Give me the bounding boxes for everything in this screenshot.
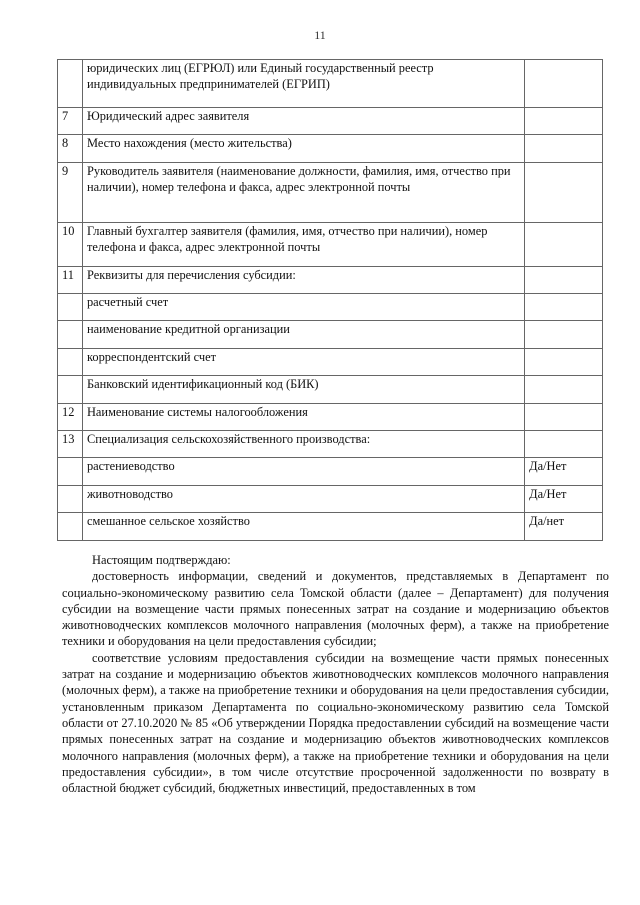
row-number: 8	[58, 135, 83, 163]
row-value	[525, 349, 603, 376]
row-number: 11	[58, 267, 83, 294]
row-value: Да/Нет	[525, 486, 603, 513]
row-value	[525, 60, 603, 108]
table-row	[58, 431, 603, 458]
table-row	[58, 321, 603, 349]
row-value: Да/нет	[525, 513, 603, 541]
paragraph: соответствие условиям предоставления субсидии на возмещение части прямых понесенных затрат на создание и модернизацию объектов животноводческих комплексов молочного направления (молочных ферм), а также на приобретение техники и оборудования на цели предоставления субсидии, установленным приказом Департамента по социально-экономическому развитию села Томской области от 27.10.2020 № 85 «Об утверждении Порядка предоставлении субсидий на возмещение части прямых понесенных затрат на создание и модернизацию объектов животноводческих комплексов молочного направления (молочных ферм), а также на приобретение техники и оборудования на цели предоставления субсидии», в том числе отсутствие просроченной задолженности по возврату в областной бюджет субсидий, бюджетных инвестиций, предоставленных в том	[62, 650, 609, 796]
table-body	[58, 60, 603, 541]
row-label: Специализация сельскохозяйственного производства:	[82, 431, 524, 458]
table-row	[58, 349, 603, 376]
row-label: Главный бухгалтер заявителя (фамилия, имя, отчество при наличии), номер телефона и факса, адрес электронной почты	[82, 223, 524, 267]
row-label: Место нахождения (место жительства)	[82, 135, 524, 163]
row-value	[525, 108, 603, 135]
table-row	[58, 108, 603, 135]
row-number	[58, 513, 83, 541]
page-number: 11	[314, 28, 326, 42]
row-number	[58, 486, 83, 513]
row-label: юридических лиц (ЕГРЮЛ) или Единый государственный реестр индивидуальных предпринимателей (ЕГРИП)	[82, 60, 524, 108]
table-row	[58, 60, 603, 108]
table-row	[58, 267, 603, 294]
table-row	[58, 404, 603, 431]
table-row	[58, 486, 603, 513]
table-row	[58, 458, 603, 486]
confirmation-text	[62, 552, 609, 796]
row-number	[58, 321, 83, 349]
row-label: Руководитель заявителя (наименование должности, фамилия, имя, отчество при наличии), номер телефона и факса, адрес электронной почты	[82, 163, 524, 223]
row-number: 12	[58, 404, 83, 431]
row-value	[525, 135, 603, 163]
row-number	[58, 458, 83, 486]
row-number	[58, 60, 83, 108]
row-label: корреспондентский счет	[82, 349, 524, 376]
row-number: 13	[58, 431, 83, 458]
row-label: Наименование системы налогообложения	[82, 404, 524, 431]
paragraph: достоверность информации, сведений и документов, представляемых в Департамент по социально-экономическому развитию села Томской области (далее – Департамент) для получения субсидии на возмещение части прямых понесенных затрат на создание и модернизацию объектов животноводческих комплексов молочного направления (молочных ферм), а также на приобретение техники и оборудования на цели предоставления субсидии;	[62, 569, 609, 649]
row-label: смешанное сельское хозяйство	[82, 513, 524, 541]
row-label: растениеводство	[82, 458, 524, 486]
row-value	[525, 163, 603, 223]
table-row	[58, 376, 603, 404]
row-number	[58, 376, 83, 404]
row-label: Реквизиты для перечисления субсидии:	[82, 267, 524, 294]
row-number	[58, 294, 83, 321]
row-label: Юридический адрес заявителя	[82, 108, 524, 135]
row-number: 10	[58, 223, 83, 267]
row-label: расчетный счет	[82, 294, 524, 321]
row-number	[58, 349, 83, 376]
table-row	[58, 223, 603, 267]
row-value	[525, 294, 603, 321]
row-number: 9	[58, 163, 83, 223]
row-value	[525, 223, 603, 267]
applicant-info-table	[57, 59, 603, 541]
row-label: животноводство	[82, 486, 524, 513]
table-row	[58, 163, 603, 223]
row-value	[525, 404, 603, 431]
table-row	[58, 294, 603, 321]
row-number: 7	[58, 108, 83, 135]
row-value	[525, 267, 603, 294]
paragraph: Настоящим подтверждаю:	[92, 553, 231, 567]
row-value	[525, 431, 603, 458]
row-value	[525, 376, 603, 404]
row-value: Да/Нет	[525, 458, 603, 486]
row-label: наименование кредитной организации	[82, 321, 524, 349]
row-label: Банковский идентификационный код (БИК)	[82, 376, 524, 404]
row-value	[525, 321, 603, 349]
table-row	[58, 135, 603, 163]
table-row	[58, 513, 603, 541]
